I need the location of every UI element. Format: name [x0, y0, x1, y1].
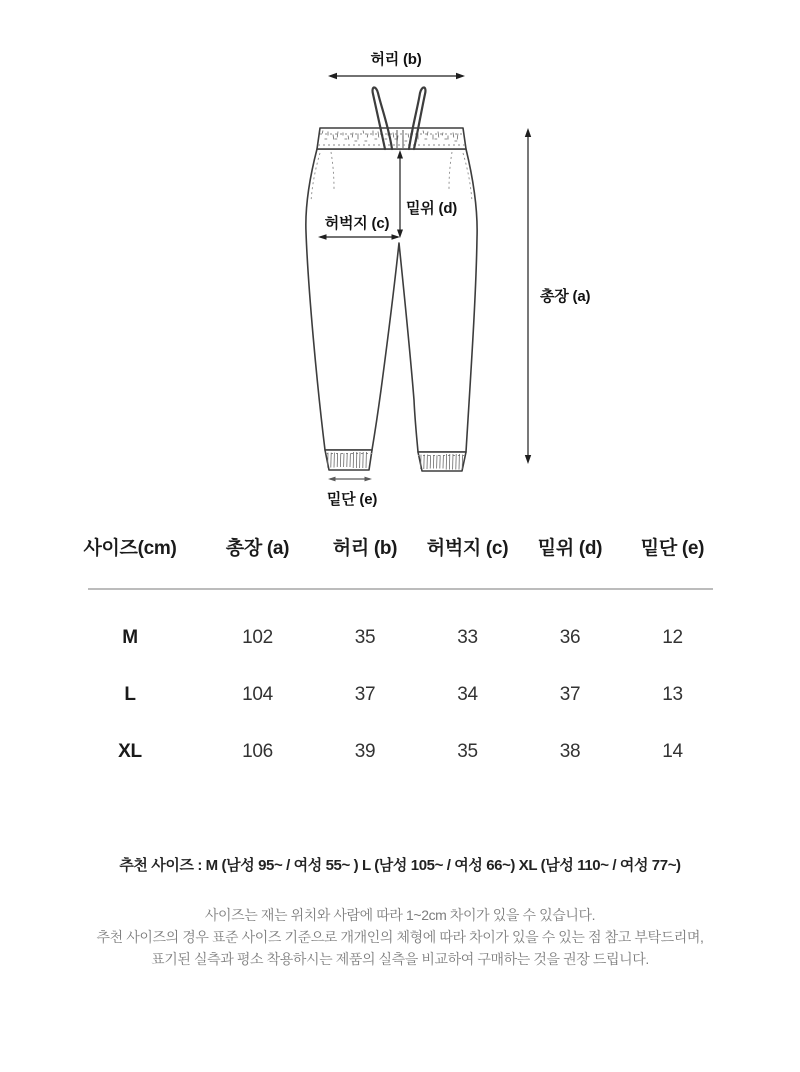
size-table-header-row [60, 532, 725, 560]
size-label: L [124, 684, 136, 705]
size-label: M [122, 627, 138, 648]
value-thigh: 33 [457, 627, 478, 648]
table-row-xl [60, 738, 725, 766]
value-hem: 13 [662, 684, 683, 705]
value-rise: 37 [559, 684, 581, 705]
waist-arrow [328, 73, 465, 79]
size-label: XL [118, 741, 142, 762]
value-rise: 36 [559, 627, 581, 648]
table-row-m [60, 624, 725, 652]
hem-dimension-label: 밑단 (e) [326, 491, 378, 508]
value-rise: 38 [559, 741, 581, 762]
col-header-thigh: 허벅지 (c) [426, 537, 509, 559]
thigh-dimension-label: 허벅지 (c) [324, 215, 390, 232]
size-note-line: 추천 사이즈의 경우 표준 사이즈 기준으로 개개인의 체형에 따라 차이가 있을 수 있는 점 참고 부탁드리며, [96, 929, 704, 945]
recommended-size-line: 추천 사이즈 : M (남성 95~ / 여성 55~ ) L (남성 105~ / 여성 66~) XL (남성 110~ / 여성 77~) [119, 857, 681, 874]
col-header-size: 사이즈(cm) [83, 537, 177, 559]
value-waist: 37 [354, 684, 376, 705]
col-header-rise: 밑위 (d) [537, 537, 603, 559]
total-length-arrow [525, 128, 531, 464]
value-total-length: 106 [242, 741, 273, 762]
value-total-length: 102 [242, 627, 273, 648]
pants-line-drawing [0, 0, 800, 520]
size-notes [0, 904, 800, 970]
value-waist: 35 [354, 627, 376, 648]
pants-body [306, 128, 477, 471]
pants-measurement-diagram [0, 0, 800, 520]
value-waist: 39 [354, 741, 376, 762]
size-note-line: 표기된 실측과 평소 착용하시는 제품의 실측을 비교하여 구매하는 것을 권장 드립니다. [151, 951, 649, 967]
col-header-hem: 밑단 (e) [640, 537, 705, 559]
size-note-line: 사이즈는 재는 위치와 사람에 따라 1~2cm 차이가 있을 수 있습니다. [204, 907, 596, 923]
col-header-waist: 허리 (b) [332, 537, 398, 559]
table-header-divider [88, 588, 713, 590]
value-hem: 12 [662, 627, 683, 648]
value-thigh: 35 [457, 741, 478, 762]
pants-silhouette [306, 149, 477, 452]
waist-dimension-label: 허리 (b) [370, 51, 422, 68]
value-hem: 14 [662, 741, 683, 762]
table-row-l [60, 681, 725, 709]
total-length-dimension-label: 총장 (a) [540, 288, 591, 305]
col-header-total-length: 총장 (a) [225, 537, 290, 559]
value-thigh: 34 [457, 684, 478, 705]
rise-dimension-label: 밑위 (d) [406, 200, 458, 217]
value-total-length: 104 [242, 684, 273, 705]
hem-arrow [328, 477, 372, 482]
left-cuff [325, 450, 372, 470]
